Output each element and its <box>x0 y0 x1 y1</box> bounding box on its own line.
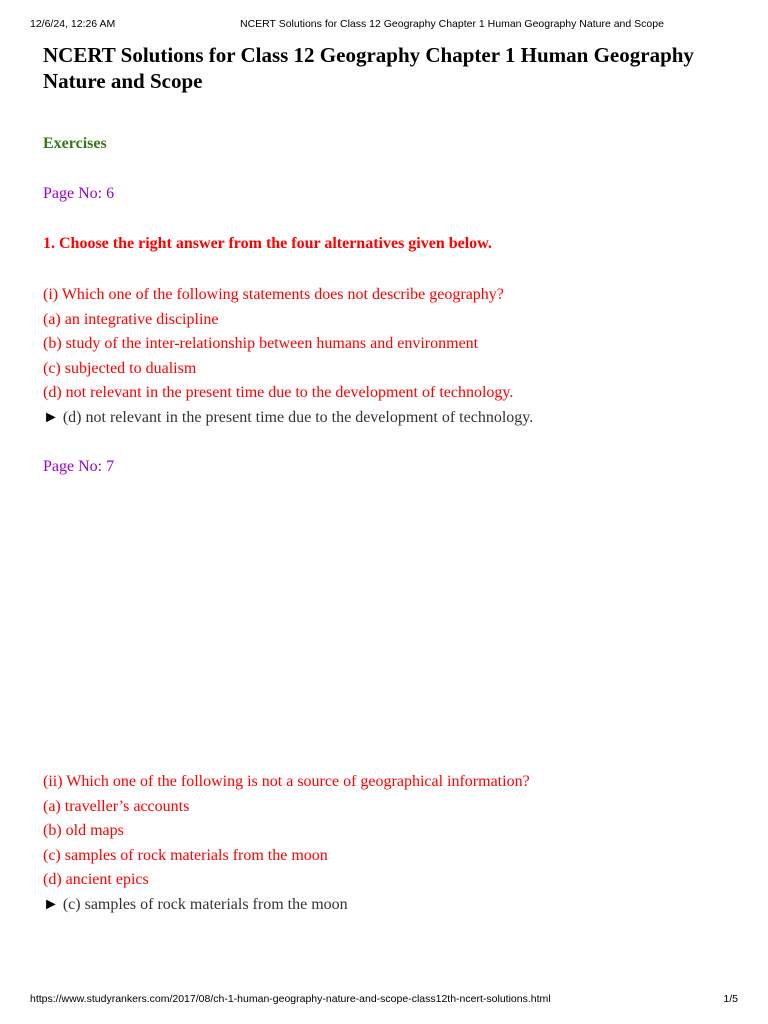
question-1-option-d: (d) not relevant in the present time due to the development of technology. <box>43 384 514 402</box>
question-1-answer-text: (d) not relevant in the present time due to the development of technology. <box>62 408 534 426</box>
question-2-option-d: (d) ancient epics <box>43 871 149 889</box>
question-2-answer[interactable] <box>43 893 733 918</box>
print-url: https://www.studyrankers.com/2017/08/ch-1-human-geography-nature-and-scope-class12th-ncert-solutions.html <box>30 993 551 1005</box>
question-1-text: (i) Which one of the following statements does not describe geography? <box>43 286 504 303</box>
question-1-option-c: (c) subjected to dualism <box>43 359 197 377</box>
question-2-block <box>43 770 733 918</box>
question-heading: 1. Choose the right answer from the four alternatives given below. <box>43 235 492 252</box>
question-2-option-b: (b) old maps <box>43 822 124 840</box>
page-number-7-label: Page No: 7 <box>43 458 115 475</box>
page-title: NCERT Solutions for Class 12 Geography Chapter 1 Human Geography Nature and Scope <box>43 43 694 93</box>
question-1-option-a: (a) an integrative discipline <box>43 310 219 328</box>
play-arrow-icon: ► <box>43 408 59 426</box>
print-doc-title: NCERT Solutions for Class 12 Geography Chapter 1 Human Geography Nature and Scope <box>240 18 664 30</box>
play-arrow-icon: ► <box>43 895 59 913</box>
page-number-6-label: Page No: 6 <box>43 185 115 202</box>
question-2-text: (ii) Which one of the following is not a source of geographical information? <box>43 773 530 790</box>
print-page-count: 1/5 <box>723 993 738 1005</box>
question-1-block <box>43 283 733 431</box>
question-2-option-c: (c) samples of rock materials from the moon <box>43 846 328 864</box>
question-2-answer-text: (c) samples of rock materials from the moon <box>62 895 348 913</box>
question-1-option-b: (b) study of the inter-relationship between humans and environment <box>43 335 479 353</box>
exercises-heading: Exercises <box>43 135 107 152</box>
question-2-option-a: (a) traveller’s accounts <box>43 797 190 815</box>
print-datetime: 12/6/24, 12:26 AM <box>30 18 116 30</box>
question-1-answer[interactable] <box>43 406 733 431</box>
